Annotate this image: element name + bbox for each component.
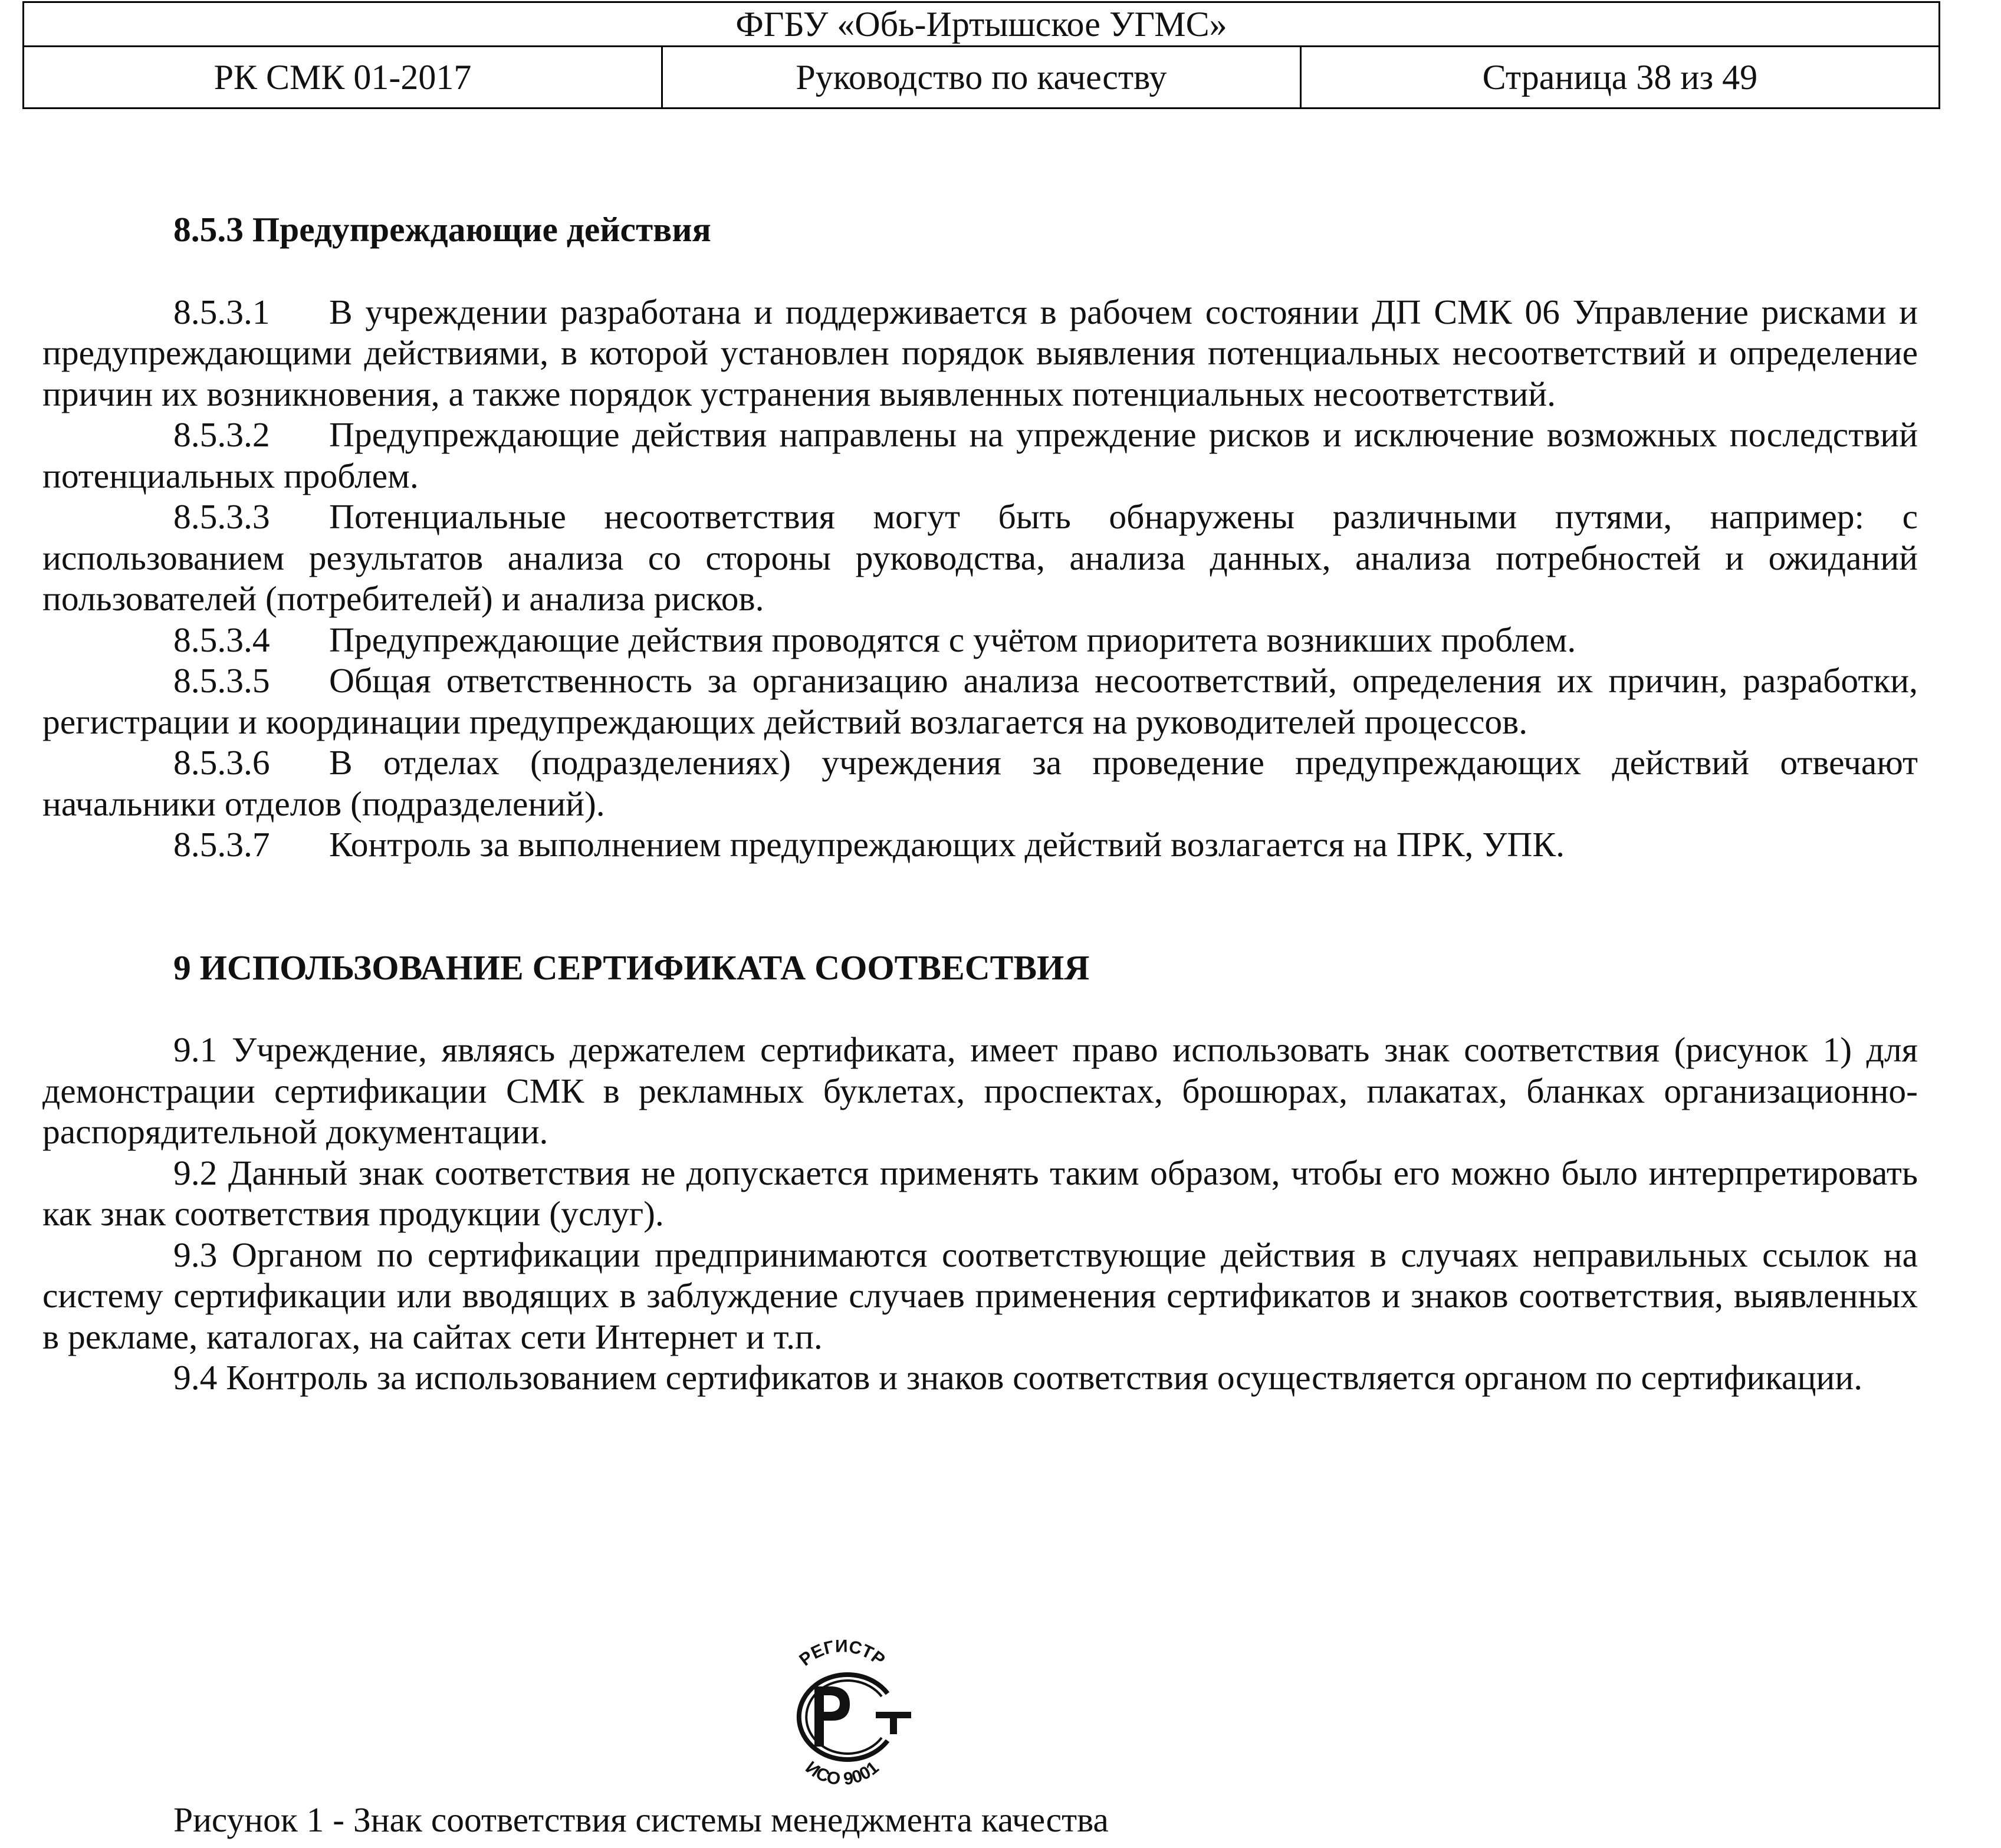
paragraph-8-5-3-2	[42, 415, 1918, 496]
paragraph-9-3	[42, 1235, 1918, 1358]
paragraph-8-5-3-5	[42, 660, 1918, 742]
paragraph-text: Органом по сертификации предпринимаются соответствующие действия в случаях неправильных ссылок на систему сертификации или вводящих в заблуждение случаев применения сертификатов и знаков соответствия, выявленных в рекламе, каталогах, на сайтах сети Интернет и т.п.	[42, 1235, 1918, 1356]
section-heading-9: 9 ИСПОЛЬЗОВАНИЕ СЕРТИФИКАТА СООТВЕСТВИЯ	[173, 948, 1090, 987]
header-page-info: Страница 38 из 49	[1300, 47, 1939, 108]
paragraph-8-5-3-3	[42, 496, 1918, 620]
section-heading-8-5-3: 8.5.3 Предупреждающие действия	[173, 210, 711, 249]
document-header	[22, 1, 1940, 109]
paragraph-number: 9.1	[173, 1030, 218, 1069]
paragraph-text: В учреждении разработана и поддерживается в рабочем состоянии ДП СМК 06 Управление рисками и предупреждающими действиями, в которой установлен порядок выявления потенциальных несоответствий и определение причин их возникновения, а также порядок устранения выявленных потенциальных несоответствий.	[42, 292, 1918, 413]
figure-caption: Рисунок 1 - Знак соответствия системы менеджмента качества	[173, 1800, 1109, 1839]
paragraph-number: 8.5.3.6	[173, 743, 270, 782]
paragraph-text: Потенциальные несоответствия могут быть обнаружены различными путями, например: с использованием результатов анализа со стороны руководства, анализа данных, анализа потребностей и ожиданий пользователей (потребителей) и анализа рисков.	[42, 497, 1918, 618]
paragraph-text: Контроль за выполнением предупреждающих действий возлагается на ПРК, УПК.	[329, 825, 1565, 864]
paragraph-text: Данный знак соответствия не допускается применять таким образом, чтобы его можно было интерпретировать как знак соответствия продукции (услуг).	[42, 1153, 1918, 1233]
paragraph-number: 8.5.3.4	[173, 620, 270, 659]
paragraph-text: Предупреждающие действия проводятся с учётом приоритета возникших проблем.	[329, 620, 1576, 659]
paragraph-8-5-3-7	[42, 824, 1918, 866]
paragraph-text: В отделах (подразделениях) учреждения за проведение предупреждающих действий отвечают начальники отделов (подразделений).	[42, 743, 1918, 823]
logo-top-text: РЕГИСТР	[796, 1636, 889, 1670]
paragraph-number: 9.4	[173, 1358, 218, 1397]
paragraph-text: Предупреждающие действия направлены на упреждение рисков и исключение возможных последствий потенциальных проблем.	[42, 415, 1918, 495]
header-doc-title: Руководство по качеству	[662, 47, 1300, 108]
paragraph-text: Общая ответственность за организацию анализа несоответствий, определения их причин, разработки, регистрации и координации предупреждающих действий возлагается на руководителей процессов.	[42, 661, 1918, 741]
paragraph-number: 8.5.3.1	[173, 292, 270, 331]
paragraph-number: 8.5.3.7	[173, 825, 270, 864]
paragraph-8-5-3-1	[42, 292, 1918, 415]
paragraph-9-1	[42, 1030, 1918, 1153]
paragraph-number: 8.5.3.5	[173, 661, 270, 700]
paragraph-8-5-3-6	[42, 742, 1918, 824]
paragraph-number: 9.2	[173, 1153, 218, 1192]
paragraph-9-2	[42, 1153, 1918, 1235]
paragraph-text: Учреждение, являясь держателем сертификата, имеет право использовать знак соответствия (рисунок 1) для демонстрации сертификации СМК в рекламных буклетах, проспектах, брошюрах, плакатах, бланках организационно-распорядительной документации.	[42, 1030, 1918, 1151]
paragraph-number: 9.3	[173, 1235, 218, 1274]
paragraph-number: 8.5.3.3	[173, 497, 270, 536]
paragraph-text: Контроль за использованием сертификатов и знаков соответствия осуществляется органом по сертификации.	[226, 1358, 1863, 1397]
registr-iso-9001-logo-icon	[751, 1629, 934, 1788]
header-doc-code: РК СМК 01-2017	[24, 47, 662, 108]
header-organization: ФГБУ «Обь-Иртышское УГМС»	[24, 2, 1940, 47]
paragraph-8-5-3-4	[42, 620, 1918, 661]
paragraph-9-4	[42, 1357, 1918, 1399]
paragraph-number: 8.5.3.2	[173, 415, 270, 454]
logo-bottom-text: ИСО 9001	[801, 1757, 883, 1788]
document-body	[42, 209, 1918, 1399]
